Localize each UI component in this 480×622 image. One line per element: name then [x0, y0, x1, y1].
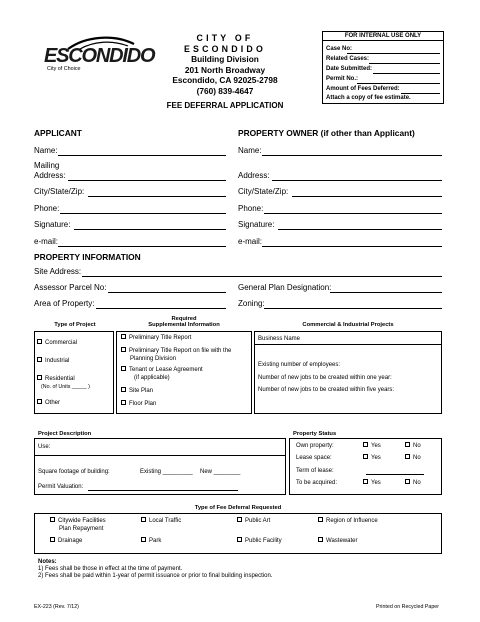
fee-public-facility[interactable]: Public Facility — [237, 538, 282, 544]
header-city: CITY OF ESCONDIDO — [183, 33, 267, 54]
valuation-label: Permit Valuation: — [38, 484, 84, 490]
notes-heading: Notes: — [38, 559, 57, 565]
checkbox-icon[interactable] — [141, 517, 146, 522]
type-commercial[interactable]: Commercial — [37, 340, 77, 346]
checkbox-icon[interactable] — [37, 357, 42, 362]
business-name-line[interactable] — [254, 344, 442, 345]
owner-phone-field[interactable] — [264, 213, 442, 214]
project-description-heading: Project Description — [38, 431, 92, 437]
internal-permit-no: Permit No.: — [326, 76, 359, 82]
header-phone: (760) 839-4647 — [196, 85, 254, 96]
supp-floor-plan[interactable]: Floor Plan — [121, 401, 156, 407]
checkbox-icon[interactable] — [37, 375, 42, 380]
note-1: 1) Fees shall be those in effect at the time of payment. — [38, 566, 183, 572]
internal-amount: Amount of Fees Deferred: — [326, 86, 400, 92]
header-division: Building Division — [191, 54, 259, 64]
col-required: Required — [171, 316, 197, 322]
owner-signature-field[interactable] — [278, 229, 442, 230]
applicant-heading: APPLICANT — [34, 128, 82, 138]
amount-line[interactable] — [401, 93, 440, 94]
lease-no[interactable]: No — [405, 455, 421, 461]
internal-use-title: FOR INTERNAL USE ONLY — [323, 32, 443, 41]
existing-employees-label: Existing number of employees: — [258, 362, 341, 368]
apn-label: Assessor Parcel No: — [34, 283, 107, 292]
owner-address-field[interactable] — [272, 180, 442, 181]
fee-deferral-heading: Type of Fee Deferral Requested — [194, 505, 282, 511]
applicant-phone-field[interactable] — [60, 213, 226, 214]
checkbox-icon[interactable] — [363, 442, 368, 447]
zoning-field[interactable] — [264, 308, 442, 309]
property-heading: PROPERTY INFORMATION — [34, 252, 141, 262]
checkbox-icon[interactable] — [318, 537, 323, 542]
checkbox-icon[interactable] — [405, 479, 410, 484]
case-no-line[interactable] — [347, 53, 440, 54]
checkbox-icon[interactable] — [405, 442, 410, 447]
lease-space-label: Lease space: — [296, 455, 332, 461]
supp-lease[interactable]: Tenant or Lease Agreement (if applicable) — [121, 367, 203, 382]
form-title: FEE DEFERRAL APPLICATION — [166, 101, 284, 110]
applicant-csz-field[interactable] — [88, 196, 226, 197]
supp-site-plan[interactable]: Site Plan — [121, 388, 153, 394]
type-residential[interactable]: Residential — [37, 376, 75, 382]
applicant-address-label: Address: — [34, 171, 66, 180]
applicant-email-field[interactable] — [58, 246, 226, 247]
footer-form-number: EX-223 (Rev. 7/12) — [34, 604, 79, 610]
new-label: New ________ — [200, 469, 241, 475]
owner-name-field[interactable] — [262, 155, 442, 156]
checkbox-icon[interactable] — [121, 366, 126, 371]
lease-yes[interactable]: Yes — [363, 455, 381, 461]
header-block — [155, 33, 295, 96]
footer-recycled: Printed on Recycled Paper — [376, 604, 440, 610]
own-no[interactable]: No — [405, 443, 421, 449]
checkbox-icon[interactable] — [50, 537, 55, 542]
type-industrial[interactable]: Industrial — [37, 358, 69, 364]
type-other[interactable]: Other — [37, 400, 60, 406]
applicant-signature-field[interactable] — [74, 229, 226, 230]
site-address-label: Site Address: — [34, 267, 82, 276]
fee-public-art[interactable]: Public Art — [237, 518, 270, 524]
own-yes[interactable]: Yes — [363, 443, 381, 449]
col-supplemental: Supplemental Information — [148, 322, 220, 328]
owner-signature-label: Signature: — [238, 220, 275, 229]
units-note: (No. of Units _____ ) — [41, 384, 90, 390]
applicant-email-label: e-mail: — [34, 237, 59, 246]
checkbox-icon[interactable] — [363, 479, 368, 484]
checkbox-icon[interactable] — [405, 454, 410, 459]
owner-address-label: Address: — [238, 171, 270, 180]
property-status-heading: Property Status — [293, 431, 337, 437]
internal-use-box — [322, 31, 444, 104]
checkbox-icon[interactable] — [50, 517, 55, 522]
owner-name-label: Name: — [238, 146, 262, 155]
internal-date-submitted: Date Submitted: — [326, 66, 373, 72]
apn-field[interactable] — [108, 292, 226, 293]
related-cases-line[interactable] — [369, 63, 440, 64]
col-commercial: Commercial & Industrial Projects — [302, 322, 394, 328]
valuation-field[interactable] — [88, 490, 238, 491]
col-type-of-project: Type of Project — [54, 322, 96, 328]
date-submitted-line[interactable] — [373, 73, 440, 74]
internal-case-no: Case No: — [326, 46, 353, 52]
applicant-name-label: Name: — [34, 146, 58, 155]
owner-heading: PROPERTY OWNER (if other than Applicant) — [238, 128, 415, 138]
internal-attach-note: Attach a copy of fee estimate. — [326, 95, 411, 101]
applicant-name-field[interactable] — [58, 155, 226, 156]
checkbox-icon[interactable] — [363, 454, 368, 459]
checkbox-icon[interactable] — [318, 517, 323, 522]
applicant-csz-label: City/State/Zip: — [34, 187, 85, 196]
gpd-field[interactable] — [330, 292, 442, 293]
applicant-phone-label: Phone: — [34, 204, 60, 213]
fee-park[interactable]: Park — [141, 538, 161, 544]
sqft-label: Square footage of building: — [38, 469, 110, 475]
logo-tagline: City of Choice — [47, 66, 81, 72]
header-address: 201 North Broadway — [184, 64, 266, 75]
to-be-acquired-label: To be acquired: — [296, 480, 338, 486]
jobs-five-years-label: Number of new jobs to be created within five years: — [258, 387, 395, 393]
gpd-label: General Plan Designation: — [238, 283, 332, 292]
city-logo — [44, 36, 155, 76]
checkbox-icon[interactable] — [237, 537, 242, 542]
applicant-mailing-label: Mailing — [34, 161, 60, 170]
logo-wordmark: ESCONDIDO — [44, 45, 155, 67]
applicant-address-field[interactable] — [68, 180, 226, 181]
permit-no-line[interactable] — [357, 83, 440, 84]
note-2: 2) Fees shall be paid within 1-year of permit issuance or prior to final building inspection. — [38, 573, 273, 579]
fee-wastewater[interactable]: Wastewater — [318, 538, 357, 544]
checkbox-icon[interactable] — [37, 399, 42, 404]
area-field[interactable] — [96, 308, 226, 309]
checkbox-icon[interactable] — [237, 517, 242, 522]
checkbox-icon[interactable] — [121, 400, 126, 405]
owner-email-field[interactable] — [262, 246, 442, 247]
use-label: Use: — [38, 444, 51, 450]
business-name-label: Business Name — [258, 336, 301, 342]
term-of-lease-field[interactable] — [366, 474, 424, 475]
header-citystate: Escondido, CA 92025-2798 — [172, 75, 278, 85]
internal-related-cases: Related Cases: — [326, 56, 370, 62]
zoning-label: Zoning: — [238, 299, 265, 308]
applicant-signature-label: Signature: — [34, 220, 71, 229]
owner-phone-label: Phone: — [238, 204, 264, 213]
acquire-yes[interactable]: Yes — [363, 480, 381, 486]
supp-title-on-file[interactable]: Preliminary Title Report on file with the Planning Division — [121, 348, 231, 363]
checkbox-icon[interactable] — [121, 347, 126, 352]
owner-csz-field[interactable] — [292, 196, 442, 197]
owner-csz-label: City/State/Zip: — [238, 187, 289, 196]
site-address-field[interactable] — [82, 276, 442, 277]
checkbox-icon[interactable] — [37, 339, 42, 344]
owner-email-label: e-mail: — [238, 237, 263, 246]
checkbox-icon[interactable] — [121, 334, 126, 339]
term-of-lease-label: Term of lease: — [296, 468, 334, 474]
fee-drainage[interactable]: Drainage — [50, 538, 82, 544]
fee-local-traffic[interactable]: Local Traffic — [141, 518, 181, 524]
jobs-one-year-label: Number of new jobs to be created within one year: — [258, 375, 392, 381]
checkbox-icon[interactable] — [121, 387, 126, 392]
fee-region-of-influence[interactable]: Region of Influence — [318, 518, 378, 524]
checkbox-icon[interactable] — [141, 537, 146, 542]
use-line[interactable] — [34, 455, 286, 456]
acquire-no[interactable]: No — [405, 480, 421, 486]
own-property-label: Own property: — [296, 443, 334, 449]
fee-citywide[interactable]: Citywide Facilities Plan Repayment — [50, 518, 106, 533]
existing-label: Existing _________ — [140, 469, 193, 475]
supp-title-report[interactable]: Preliminary Title Report — [121, 335, 191, 341]
area-label: Area of Property: — [34, 299, 95, 308]
